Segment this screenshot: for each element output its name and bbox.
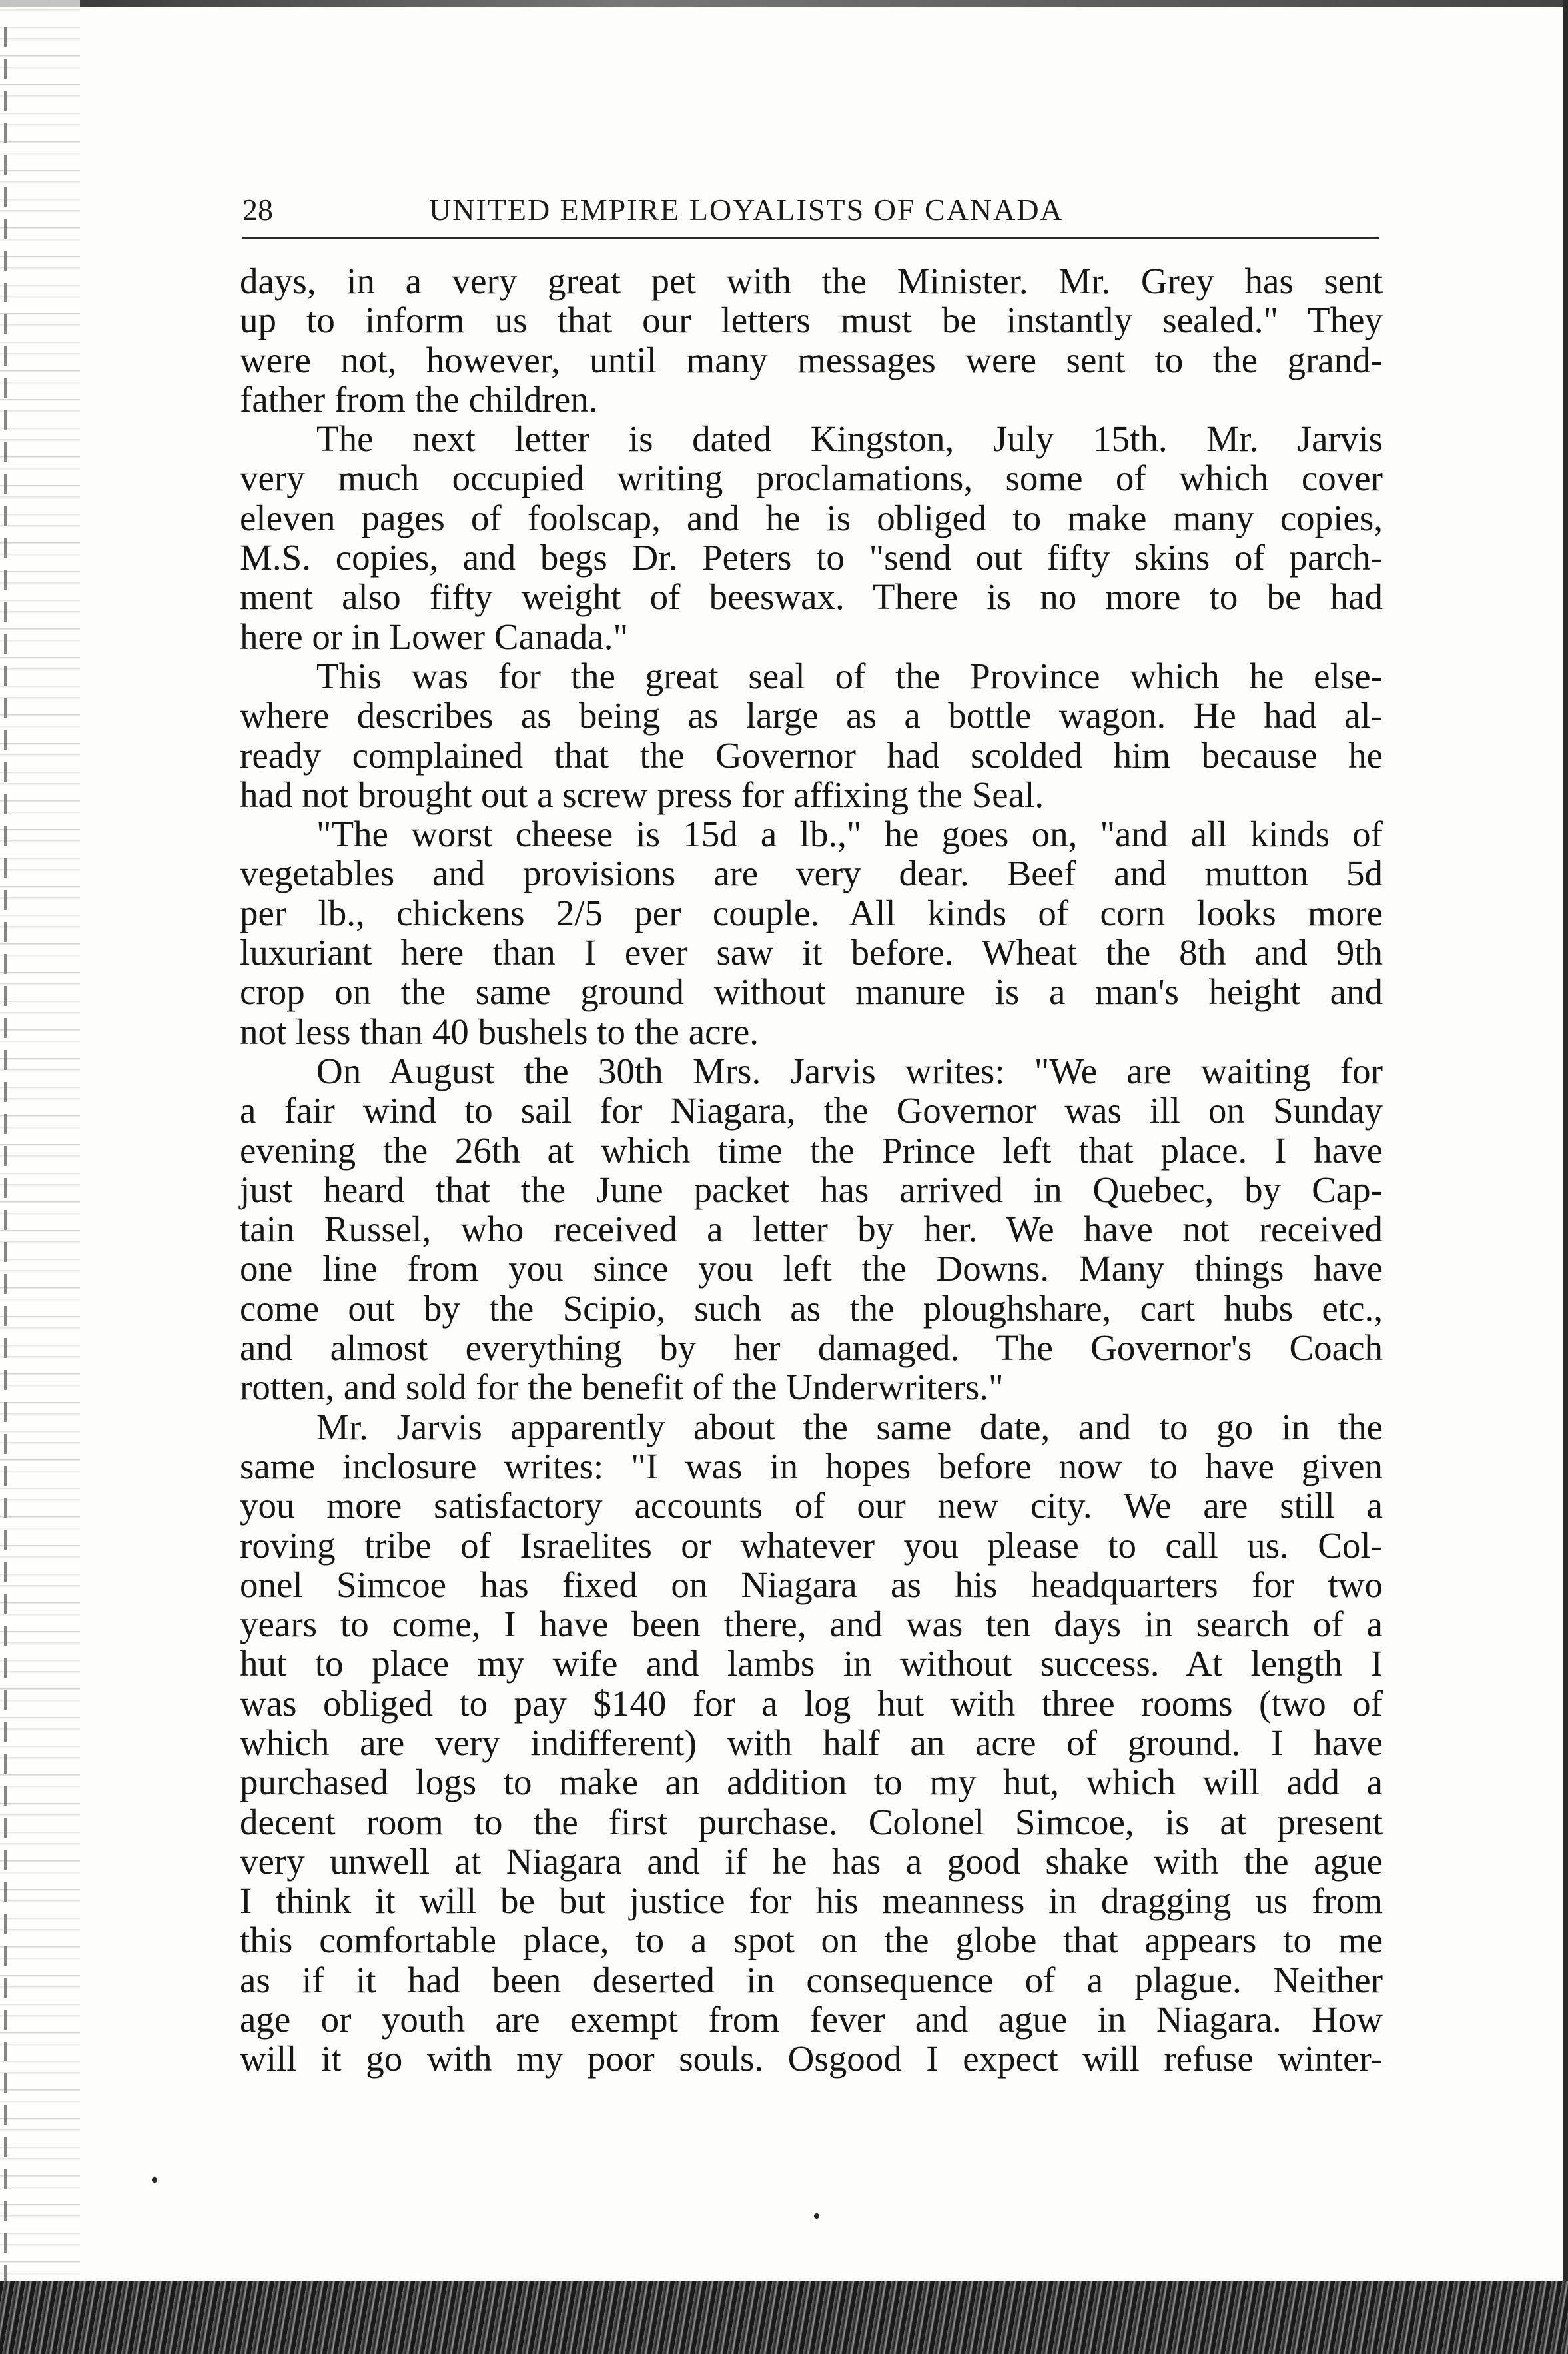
text-line: tain Russel, who received a letter by her. We have not received xyxy=(240,1209,1383,1250)
scan-speck xyxy=(152,2177,157,2183)
text-line: per lb., chickens 2/5 per couple. All kinds of corn looks more xyxy=(240,892,1383,933)
text-line: up to inform us that our letters must be instantly sealed." They xyxy=(240,300,1383,341)
text-line: had not brought out a screw press for affixing the Seal. xyxy=(240,774,1044,815)
text-line: The next letter is dated Kingston, July 15th. Mr. Jarvis xyxy=(316,418,1383,460)
text-line: age or youth are exempt from fever and ague in Niagara. How xyxy=(240,1999,1383,2040)
text-line: was obliged to pay $140 for a log hut with three rooms (two of xyxy=(240,1682,1383,1724)
text-line: onel Simcoe has fixed on Niagara as his headquarters for two xyxy=(240,1564,1383,1605)
text-line: as if it had been deserted in consequence of a plague. Neither xyxy=(240,1959,1383,2000)
text-line: hut to place my wife and lambs in without success. At length I xyxy=(240,1643,1383,1684)
text-line: rotten, and sold for the benefit of the Underwriters." xyxy=(240,1367,1004,1408)
text-line: ment also fifty weight of beeswax. There is no more to be had xyxy=(240,576,1383,618)
scan-bottom-edge xyxy=(0,2281,1568,2354)
text-line: will it go with my poor souls. Osgood I expect will refuse winter- xyxy=(240,2038,1383,2079)
text-line: were not, however, until many messages were sent to the grand- xyxy=(240,339,1383,380)
scan-right-edge xyxy=(1563,0,1568,2354)
text-line: luxuriant here than I ever saw it before. Wheat the 8th and 9th xyxy=(240,932,1383,973)
running-head: UNITED EMPIRE LOYALISTS OF CANADA xyxy=(429,193,1064,227)
text-line: Mr. Jarvis apparently about the same date, and to go in the xyxy=(316,1406,1383,1447)
text-line: days, in a very great pet with the Minister. Mr. Grey has sent xyxy=(240,261,1383,301)
text-line: one line from you since you left the Downs. Many things have xyxy=(240,1248,1383,1289)
page-number: 28 xyxy=(242,193,273,227)
text-line: ready complained that the Governor had scolded him because he xyxy=(240,734,1383,776)
text-line: decent room to the first purchase. Colonel Simcoe, is at present xyxy=(240,1801,1383,1842)
text-line: M.S. copies, and begs Dr. Peters to "send out fifty skins of parch- xyxy=(240,537,1383,578)
text-line: roving tribe of Israelites or whatever you please to call us. Col- xyxy=(240,1524,1383,1566)
text-line: crop on the same ground without manure is a man's height and xyxy=(240,971,1383,1013)
text-line: and almost everything by her damaged. The Governor's Coach xyxy=(240,1327,1383,1369)
header-rule xyxy=(242,237,1379,239)
text-line: "The worst cheese is 15d a lb.," he goes on, "and all kinds of xyxy=(316,814,1383,855)
scan-speck xyxy=(814,2213,819,2219)
text-line: eleven pages of foolscap, and he is obliged to make many copies, xyxy=(240,497,1383,538)
scan-top-edge xyxy=(0,0,1568,7)
text-line: vegetables and provisions are very dear. Beef and mutton 5d xyxy=(240,853,1383,894)
scan-binding-edge xyxy=(0,0,80,2354)
text-line: evening the 26th at which time the Prince left that place. I have xyxy=(240,1129,1383,1171)
text-line: On August the 30th Mrs. Jarvis writes: "We are waiting for xyxy=(316,1050,1383,1091)
text-line: this comfortable place, to a spot on the globe that appears to me xyxy=(240,1920,1383,1961)
text-line: years to come, I have been there, and was ten days in search of a xyxy=(240,1604,1383,1645)
text-line: This was for the great seal of the Province which he else- xyxy=(316,655,1383,696)
text-line: same inclosure writes: "I was in hopes before now to have given xyxy=(240,1445,1383,1486)
text-line: very much occupied writing proclamations, some of which cover xyxy=(240,458,1383,499)
text-line: just heard that the June packet has arrived in Quebec, by Cap- xyxy=(240,1169,1383,1210)
text-line: father from the children. xyxy=(240,378,598,420)
text-line: I think it will be but justice for his meanness in dragging us from xyxy=(240,1880,1383,1922)
text-line: come out by the Scipio, such as the ploughshare, cart hubs etc., xyxy=(240,1287,1383,1329)
text-line: which are very indifferent) with half an acre of ground. I have xyxy=(240,1722,1383,1763)
page-header xyxy=(242,189,1379,231)
text-line: where describes as being as large as a bottle wagon. He had al- xyxy=(240,695,1383,736)
body-text xyxy=(240,261,1383,2079)
text-line: here or in Lower Canada." xyxy=(240,616,628,657)
text-line: not less than 40 bushels to the acre. xyxy=(240,1011,759,1052)
text-line: very unwell at Niagara and if he has a good shake with the ague xyxy=(240,1840,1383,1882)
text-line: purchased logs to make an addition to my hut, which will add a xyxy=(240,1762,1383,1803)
text-line: you more satisfactory accounts of our new city. We are still a xyxy=(240,1485,1383,1526)
text-line: a fair wind to sail for Niagara, the Governor was ill on Sunday xyxy=(240,1090,1383,1131)
